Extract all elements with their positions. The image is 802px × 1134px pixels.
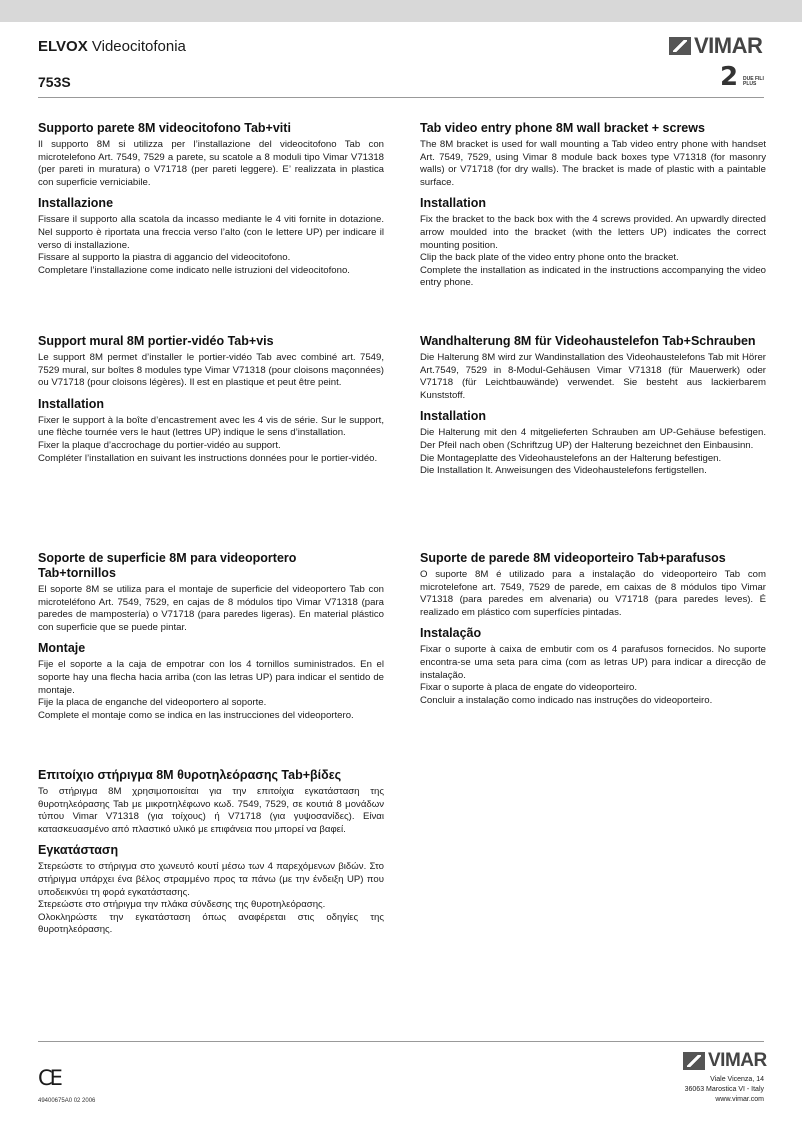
section-subtitle: Installazione [38,196,114,211]
section-intro: O suporte 8M é utilizado para a instalação do videoporteiro Tab com microtelefone art. 7549, 7529 de parede, em caixas de 8 módulos tipo Vimar V71318 (para paredes em alvenaria) ou V71718 (para paredes leves). É realizado em plástico com superfícies pintadas. [420,569,766,618]
address-street: Viale Vicenza, 14 [710,1076,764,1083]
ce-mark: CE [38,1066,60,1090]
section-intro: Il supporto 8M si utilizza per l’installazione del videocitofono Tab con microtelefono Art. 7549, 7529 a parete, su scatole a 8 moduli tipo Vimar V71318 (per pareti in muratura) o V71718 (per pareti leggere). E’ realizzata in plastica con superficie verniciabile. [38,139,384,188]
section-body: Fije el soporte a la caja de empotrar con los 4 tornillos suministrados. En el soporte hay una flecha hacia arriba (con las letras UP) para indicar el sentido de montaje. Fije la placa de enganche del videoportero al soporte. Complete el montaje como se indica en las instrucciones del videoportero. [38,659,384,721]
section-portuguese [420,551,766,707]
section-subtitle: Installation [420,409,486,424]
section-body: Fixar o suporte à caixa de embutir com os 4 parafusos fornecidos. No suporte encontra-se uma seta para cima (com as letras UP) para indicar a direcção de instalação. Fixar o suporte à placa de engate do videoporteiro. Concluir a instalação como indicado nas instruções do videoporteiro. [420,644,766,706]
due-logo-number: 2 [720,62,739,92]
section-title: Wandhalterung 8M für Videohaustelefon Tab+Schrauben [420,334,756,348]
vimar-wordmark: VIMAR [708,1050,767,1071]
footer-divider [38,1041,764,1042]
section-body: Στερεώστε το στήριγμα στο χωνευτό κουτί μέσω των 4 παρεχόμενων βιδών. Στο στήριγμα υπάρχει ένα βέλος στραμμένο προς τα πάνω (με την ένδειξη UP) που υποδεικνύει τη φορά εγκατάστασης. Στερεώστε στο στήριγμα την πλάκα σύνδεσης της θυροτηλεόρασης. Ολοκληρώστε την εγκατάσταση όπως αναφέρεται στις οδηγίες της θυροτηλεόρασης. [38,861,384,936]
section-title: Soporte de superficie 8M para videoportero Tab+tornillos [38,551,297,580]
section-intro: Die Halterung 8M wird zur Wandinstallation des Videohaustelefons Tab mit Hörer Art.7549, 7529 in 8-Modul-Gehäusen Vimar V71318 (für Mauerwerk) oder V71718 (für Leichtbauwände) verwendet. Sie besteht aus lackierbarem Kunststoff. [420,352,766,401]
section-title: Support mural 8M portier-vidéo Tab+vis [38,334,274,348]
section-spanish [38,551,384,722]
section-subtitle: Instalação [420,626,482,641]
due-logo-tag: DUE FILI PLUS [743,76,764,87]
top-gray-bar [0,0,802,22]
section-intro: Le support 8M permet d’installer le portier-vidéo Tab avec combiné art. 7549, 7529 mural, sur boîtes 8 modules type Vimar V71318 (pour cloisons maçonnées) ou V71718 (pour cloisons légères). Il est en plastique et peut être peint. [38,352,384,389]
section-body: Fix the bracket to the back box with the 4 screws provided. An upwardly directed arrow moulded into the bracket (with the letters UP) indicates the correct mounting position. Clip the back plate of the video entry phone onto the bracket. Complete the installation as indicated in the instructions accompanying the video entry phone. [420,214,766,289]
brand-elvox: ELVOX [38,38,88,55]
section-title: Επιτοίχιο στήριγμα 8M θυροτηλεόρασης Tab+βίδες [38,768,342,782]
section-title: Supporto parete 8M videocitofono Tab+viti [38,121,291,135]
section-german [420,334,766,478]
section-french [38,334,384,465]
vimar-mark-icon [683,1052,705,1070]
vimar-wordmark: VIMAR [694,33,763,58]
section-intro: Το στήριγμα 8M χρησιμοποιείται για την επιτοίχια εγκατάσταση της θυροτηλεόρασης Tab με μικροτηλέφωνο κωδ. 7549, 7529, σε κουτιά 8 μονάδων τύπου Vimar V71318 (για τοίχους) ή V71718 (για γυψοσανίδες). Είναι κατασκευασμένο από πλαστικό υλικό με επιφάνεια που μπορεί να βαφεί. [38,786,384,835]
website-link[interactable]: www.vimar.com [715,1096,764,1103]
document-code: 49400675A0 02 2006 [38,1098,96,1104]
vimar-mark-icon [669,37,691,55]
vimar-logo-top [669,33,762,59]
section-italian [38,121,384,277]
section-title: Suporte de parede 8M videoporteiro Tab+parafusos [420,551,726,565]
address-city: 36063 Marostica VI - Italy [684,1086,764,1093]
section-body: Fixer le support à la boîte d’encastrement avec les 4 vis de série. Sur le support, une flèche tournée vers le haut (lettres UP) indique le sens d’installation. Fixer la plaque d’accrochage du portier-vidéo au support. Compléter l’installation en suivant les instructions données pour le portier-vidéo. [38,414,384,464]
model-number: 753S [38,74,71,90]
brand-videocitofonia: Videocitofonia [87,38,186,55]
header-divider [38,97,764,98]
section-intro: The 8M bracket is used for wall mounting a Tab video entry phone with handset Art. 7549, 7529, using Vimar 8 module back boxes type V71318 (for masonry walls) or V71718 (for dry walls). The bracket is made of plastic with a paintable surface. [420,139,766,188]
company-address [685,1075,764,1105]
section-body: Die Halterung mit den 4 mitgelieferten Schrauben am UP-Gehäuse befestigen. Der Pfeil nach oben (Schriftzug UP) der Halterung bezeichnet den Einbausinn. Die Montageplatte des Videohaustelefons an der Halterung befestigen. Die Installation lt. Anweisungen des Videohaustelefons fertigstellen. [420,427,766,477]
section-subtitle: Installation [38,396,104,411]
section-subtitle: Montaje [38,641,86,656]
section-english [420,121,766,290]
section-intro: El soporte 8M se utiliza para el montaje de superficie del videoportero Tab con microteléfono Art. 7549, 7529, en cajas de 8 módulos tipo Vimar V71318 (para paredes de mampostería) o V71718 (para paredes ligeras). En material plástico con superficie que se puede pintar. [38,584,384,633]
section-title: Tab video entry phone 8M wall bracket + screws [420,121,705,135]
section-body: Fissare il supporto alla scatola da incasso mediante le 4 viti fornite in dotazione. Nel supporto è riportata una freccia verso l’alto (con le lettere UP) per indicare il verso di installazione. Fissare al supporto la piastra di aggancio del videocitofono. Completare l’installazione come indicato nelle istruzioni del videocitofono. [38,214,384,276]
section-subtitle: Εγκατάσταση [38,843,119,858]
brand-title [38,38,186,55]
section-greek [38,768,384,937]
vimar-logo-bottom [683,1050,767,1072]
section-subtitle: Installation [420,196,486,211]
due-fili-plus-logo [718,62,766,92]
